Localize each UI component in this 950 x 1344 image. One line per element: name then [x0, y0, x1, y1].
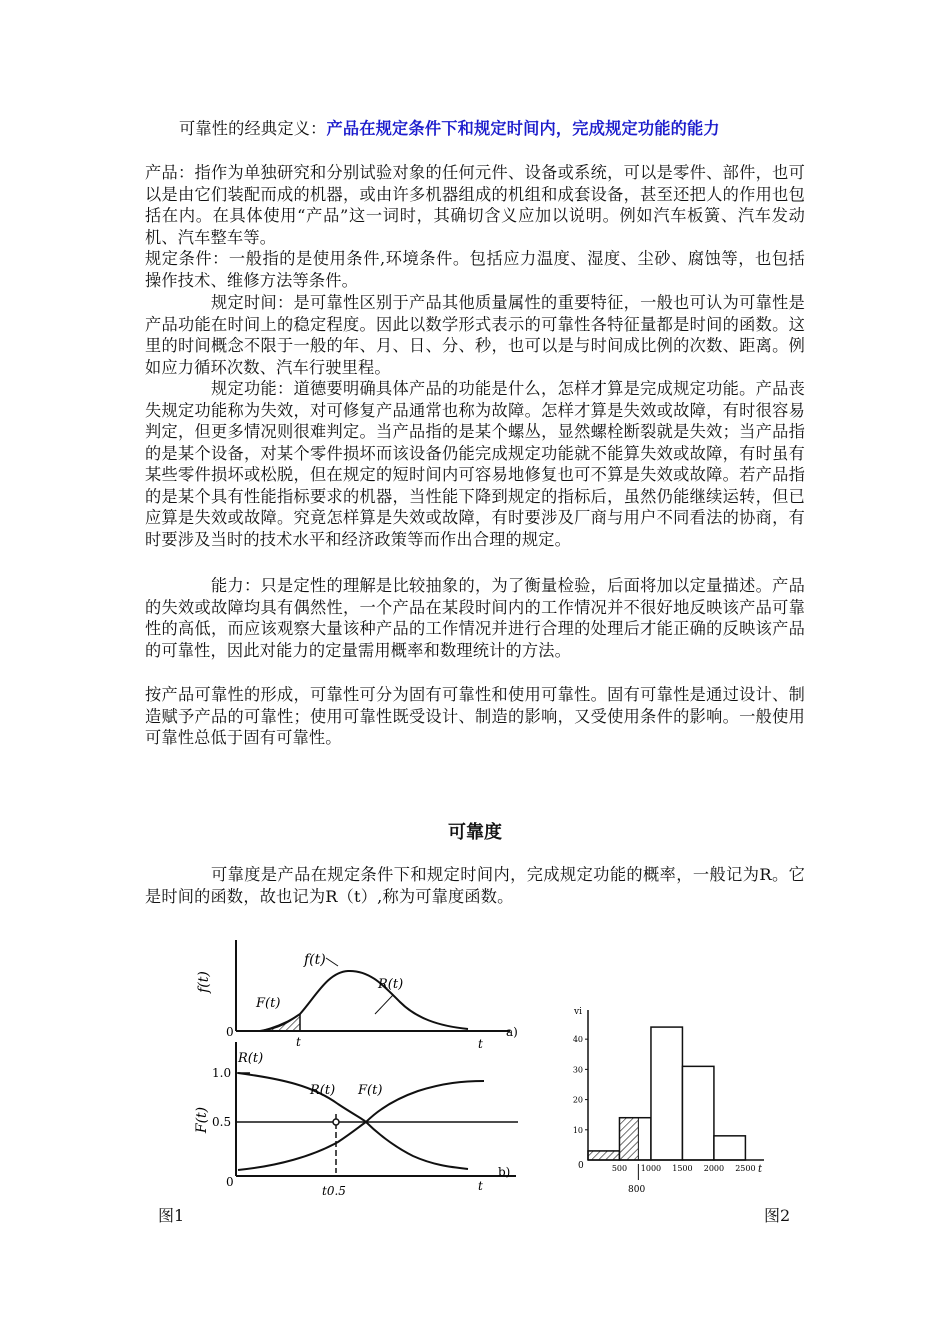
hist-x-tick-label: 1000: [640, 1164, 662, 1173]
hist-xlabel: t: [758, 1164, 763, 1175]
bottom-origin: 0: [226, 1175, 234, 1189]
y-tick-half: 0.5: [212, 1115, 232, 1129]
hist-origin: 0: [578, 1161, 584, 1171]
top-tick-t: t: [296, 1035, 301, 1049]
hist-bar: [651, 1027, 682, 1160]
bottom-ylabel-top: R(t): [238, 1051, 264, 1066]
hist-y-tick-label: 20: [572, 1095, 583, 1105]
paragraph-types: 按产品可靠性的形成，可靠性可分为固有可靠性和使用可靠性。固有可靠性是通过设计、制造赋予产品的可靠性；使用可靠性既受设计、制造的影响，又受使用条件的影响。一般使用可靠性总低于固有可靠性。: [145, 685, 805, 747]
bottom-axis-t: t: [478, 1179, 483, 1193]
bottom-panel-label: b): [498, 1165, 511, 1179]
label-R: R(t): [378, 977, 404, 992]
intro-lead: 可靠性的经典定义：: [179, 119, 327, 138]
paragraph-product: 产品：指作为单独研究和分别试验对象的任何元件、设备或系统，可以是零件、部件，也可以是由它们装配而成的机器，或由许多机器组成的机组和成套设备，甚至还把人的作用也包括在内。在具体使用“产品”这一词时，其确切含义应加以说明。例如汽车板簧、汽车发动机、汽车整车等。: [145, 163, 805, 247]
paragraph-ability: 能力：只是定性的理解是比较抽象的，为了衡量检验，后面将加以定量描述。产品的失效或故障均具有偶然性，一个产品在某段时间内的工作情况并不很好地反映该产品可靠性的高低，而应该观察大量该种产品的工作情况并进行合理的处理后才能正确的反映该产品的可靠性，因此对能力的定量需用概率和数理统计的方法。: [145, 576, 805, 660]
top-axis-t: t: [478, 1037, 483, 1051]
hist-hatched-area: [619, 1118, 638, 1160]
top-origin: 0: [226, 1025, 234, 1039]
figure2-histogram: [560, 1000, 780, 1200]
intro-paragraph: [145, 118, 805, 140]
hist-y-tick-label: 30: [572, 1065, 583, 1075]
figure1-caption: 图1: [158, 1206, 185, 1225]
reliability-definition: 产品在规定条件下和规定时间内，完成规定功能的能力: [326, 119, 720, 138]
hist-x-tick-label: 1500: [672, 1164, 693, 1173]
bottom-ylabel: F(t): [194, 1106, 210, 1134]
paragraph-function: 规定功能：道德要明确具体产品的功能是什么，怎样才算是完成规定功能。产品丧失规定功能称为失效，对可修复产品通常也称为故障。怎样才算是失效或故障，有时很容易判定，但更多情况则很难判定。当产品指的是某个螺丛，显然螺栓断裂就是失效；当产品指的是某个设备，对某个零件损坏而该设备仍能完成规定功能就不能算失效或故障，有时虽有某些零件损坏或松脱，但在规定的短时间内可容易地修复也可不算是失效或故障。若产品指的是某个具有性能指标要求的机器，当性能下降到规定的指标后，虽然仍能继续运转，但已应算是失效或故障。究竟怎样算是失效或故障，有时要涉及厂商与用户不同看法的协商，有时要涉及当时的技术水平和经济政策等而作出合理的规定。: [145, 379, 805, 549]
hist-bar: [682, 1066, 713, 1160]
paragraph-time: 规定时间：是可靠性区别于产品其他质量属性的重要特征，一般也可认为可靠性是产品功能在时间上的稳定程度。因此以数学形式表示的可靠性各特征量都是时间的函数。这里的时间概念不限于一般的年、月、日、分、秒，也可以是与时间成比例的次数、距离。例如应力循环次数、汽车行驶里程。: [145, 293, 805, 377]
bottom-tick-t: t0.5: [322, 1184, 346, 1198]
label-F-bottom: F(t): [358, 1083, 383, 1098]
F-shaded-area: [260, 1014, 300, 1031]
label-f: f(t): [304, 952, 326, 968]
y-tick-1: 1.0: [212, 1066, 232, 1080]
hist-y-tick-label: 40: [572, 1035, 583, 1045]
hist-extra-tick: 800: [628, 1185, 646, 1195]
hist-hatched-area: [588, 1151, 619, 1160]
hist-x-tick-label: 2500: [735, 1164, 756, 1173]
paragraph-conditions: 规定条件：一般指的是使用条件,环境条件。包括应力温度、湿度、尘砂、腐蚀等，也包括操作技术、维修方法等条件。: [145, 249, 805, 290]
hist-x-tick-label: 500: [611, 1164, 628, 1173]
label-R-bottom: R(t): [310, 1083, 336, 1098]
hist-bar: [714, 1136, 745, 1160]
top-ylabel: f(t): [196, 971, 212, 993]
label-F: F(t): [256, 996, 281, 1011]
figure2-caption: 图2: [764, 1206, 791, 1225]
hist-y-tick-label: 10: [572, 1125, 583, 1135]
figure1-diagram: [188, 930, 528, 1200]
top-panel-label: a): [506, 1025, 518, 1039]
hist-x-tick-label: 2000: [703, 1164, 725, 1173]
section-title: 可靠度: [448, 822, 502, 843]
section-body: 可靠度是产品在规定条件下和规定时间内，完成规定功能的概率，一般记为R。它是时间的函数，故也记为R（t）,称为可靠度函数。: [145, 865, 805, 906]
hist-ylabel: vi: [574, 1007, 582, 1017]
